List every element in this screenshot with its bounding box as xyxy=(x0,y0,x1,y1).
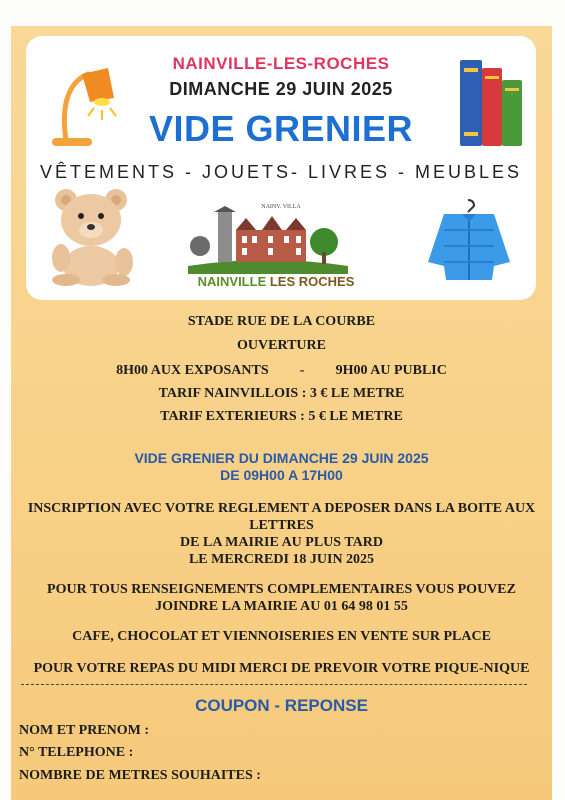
categories-line: VÊTEMENTS - JOUETS- LIVRES - MEUBLES xyxy=(39,162,523,182)
registration-line-2: LETTRES xyxy=(249,518,314,533)
contact-line-1: POUR TOUS RENSEIGNEMENTS COMPLEMENTAIRES VOUS POUVEZ xyxy=(47,582,516,597)
registration-line-4: LE MERCREDI 18 JUIN 2025 xyxy=(188,552,375,567)
hours-exhibitors: 8H00 AUX EXPOSANTS xyxy=(116,363,269,378)
event-date: DIMANCHE 29 JUIN 2025 xyxy=(169,79,393,99)
desk-lamp-icon xyxy=(48,54,122,150)
food-line: CAFE, CHOCOLAT ET VIENNOISERIES EN VENTE SUR PLACE xyxy=(72,629,491,644)
teddy-bear-icon xyxy=(46,186,142,286)
logo-wordmark xyxy=(176,274,376,289)
castle-logo-icon xyxy=(188,206,348,274)
price-local: TARIF NAINVILLOIS : 3 € LE METRE xyxy=(158,386,405,401)
phone-field-label: N° TELEPHONE : xyxy=(19,745,134,760)
lunch-line: POUR VOTRE REPAS DU MIDI MERCI DE PREVOIR VOTRE PIQUE-NIQUE xyxy=(33,661,530,676)
event-line-2: DE 09H00 A 17H00 xyxy=(220,467,343,483)
header-card xyxy=(26,36,536,300)
town-heading: NAINVILLE-LES-ROCHES xyxy=(172,54,390,73)
name-field-label: NOM ET PRENOM : xyxy=(19,723,150,738)
opening-label: OUVERTURE xyxy=(237,338,326,353)
books-icon xyxy=(456,54,526,150)
registration-line-1: INSCRIPTION AVEC VOTRE REGLEMENT A DEPOSER DANS LA BOITE AUX xyxy=(27,501,536,516)
venue: STADE RUE DE LA COURBE xyxy=(187,314,376,329)
contact-line-2: JOINDRE LA MAIRIE AU 01 64 98 01 55 xyxy=(155,599,408,614)
hours-public: 9H00 AU PUBLIC xyxy=(335,363,447,378)
opening-hours xyxy=(11,362,552,379)
coupon-cut-line xyxy=(21,684,527,685)
logo-caption: NAINV. VILLA xyxy=(261,204,301,210)
hours-separator: - xyxy=(299,363,305,378)
logo-word-green: NAINVILLE xyxy=(197,274,270,289)
event-title: VIDE GRENIER xyxy=(148,108,414,149)
coupon-title: COUPON - REPONSE xyxy=(195,696,368,715)
registration-line-3: DE LA MAIRIE AU PLUS TARD xyxy=(180,535,383,550)
meters-field-label: NOMBRE DE METRES SOUHAITES : xyxy=(19,768,261,783)
event-line-1: VIDE GRENIER DU DIMANCHE 29 JUIN 2025 xyxy=(134,450,429,466)
flyer-sheet xyxy=(11,26,552,800)
price-outside: TARIF EXTERIEURS : 5 € LE METRE xyxy=(160,409,403,424)
logo-word-brown: LES ROCHES xyxy=(269,274,355,289)
puffer-jacket-icon xyxy=(424,196,514,286)
